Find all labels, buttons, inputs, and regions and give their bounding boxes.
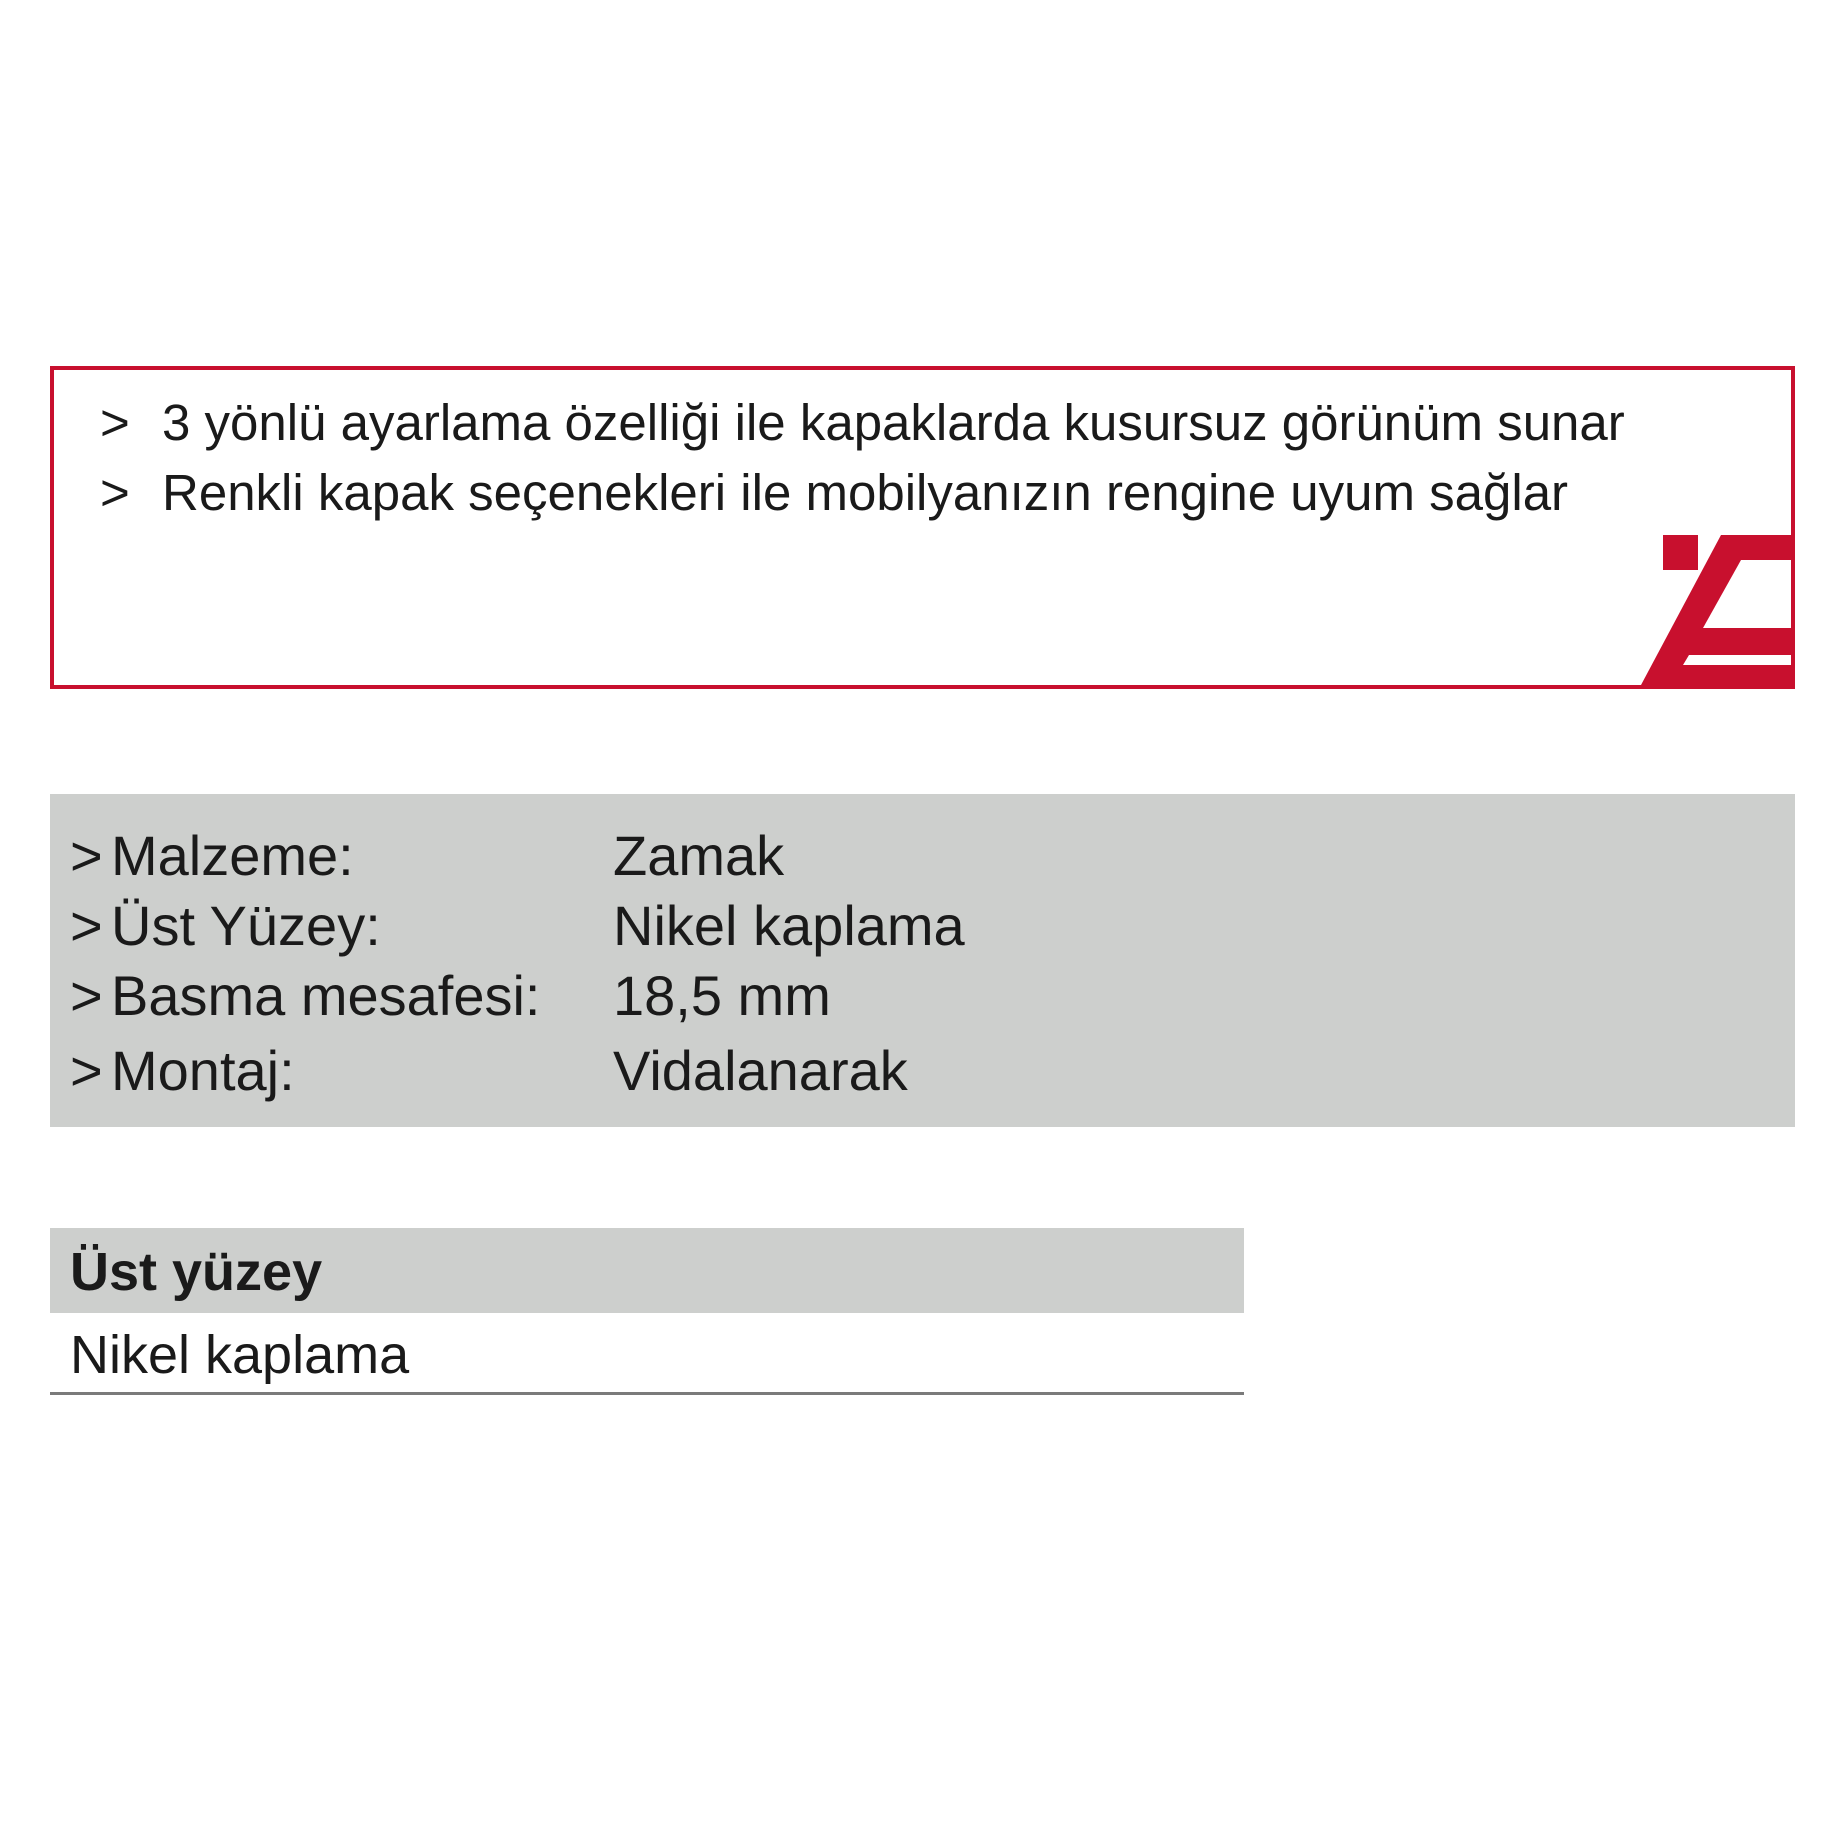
bullet-arrow-icon: >	[70, 1039, 103, 1102]
spec-value: Zamak	[613, 824, 785, 887]
feature-box	[50, 366, 1795, 689]
feature-text: 3 yönlü ayarlama özelliği ile kapaklarda kusursuz görünüm sunar	[162, 394, 1625, 451]
bullet-arrow-icon: >	[70, 964, 103, 1027]
spec-value: Vidalanarak	[613, 1039, 908, 1102]
bullet-arrow-icon: >	[100, 464, 130, 521]
spec-label: Basma mesafesi:	[111, 964, 541, 1027]
bullet-arrow-icon: >	[70, 824, 103, 887]
finish-table	[50, 1228, 1244, 1395]
feature-list	[54, 388, 1642, 528]
spec-label: Montaj:	[111, 1039, 295, 1102]
spec-label: Malzeme:	[111, 824, 354, 887]
finish-value: Nikel kaplama	[50, 1313, 1244, 1395]
bullet-arrow-icon: >	[70, 894, 103, 957]
feature-item	[54, 388, 1642, 458]
feature-text: Renkli kapak seçenekleri ile mobilyanızın rengine uyum sağlar	[162, 464, 1569, 521]
finish-header: Üst yüzey	[50, 1228, 1244, 1313]
feature-item	[54, 458, 1642, 528]
brand-a-logo-icon	[1641, 525, 1791, 685]
specs-panel	[50, 794, 1795, 1127]
spec-value: 18,5 mm	[613, 964, 831, 1027]
spec-label: Üst Yüzey:	[111, 894, 381, 957]
bullet-arrow-icon: >	[100, 394, 130, 451]
spec-value: Nikel kaplama	[613, 894, 965, 957]
